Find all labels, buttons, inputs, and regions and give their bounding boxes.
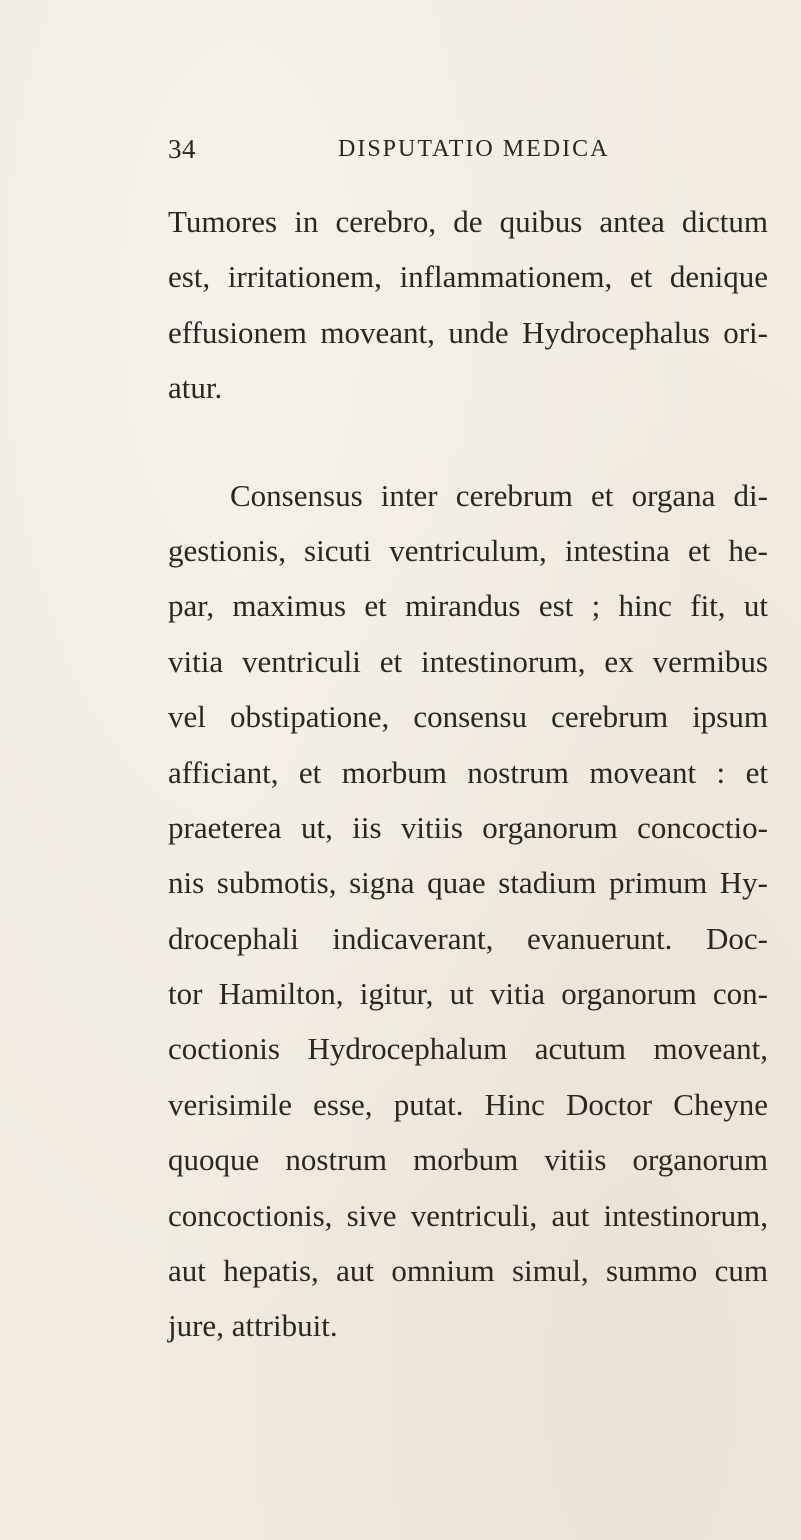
text-line: vel obstipatione, consensu cerebrum ipsum <box>168 699 768 735</box>
text-line: quoque nostrum morbum vitiis organorum <box>168 1142 768 1178</box>
text-line: praeterea ut, iis vitiis organorum concoctio- <box>168 809 768 845</box>
text-line: effusionem moveant, unde Hydrocephalus ori- <box>168 314 768 350</box>
text-line: gestionis, sicuti ventriculum, intestina et he- <box>168 532 768 568</box>
text-line: Tumores in cerebro, de quibus antea dictum <box>168 204 768 239</box>
text-line: concoctionis, sive ventriculi, aut intestinorum, <box>168 1197 768 1233</box>
body-text <box>168 194 768 1354</box>
text-line: aut hepatis, aut omnium simul, summo cum <box>168 1253 768 1289</box>
text-line: vitia ventriculi et intestinorum, ex vermibus <box>168 643 768 679</box>
text-line: atur. <box>168 370 223 406</box>
text-line: drocephali indicaverant, evanuerunt. Doc- <box>168 920 768 956</box>
page-header <box>168 134 648 170</box>
text-line: Consensus inter cerebrum et organa di- <box>230 477 768 513</box>
text-line: nis submotis, signa quae stadium primum Hy- <box>168 865 768 901</box>
text-line: afficiant, et morbum nostrum moveant : et <box>168 754 768 790</box>
paragraph-gap <box>168 416 768 468</box>
text-line: tor Hamilton, igitur, ut vitia organorum con- <box>168 976 768 1012</box>
text-line: est, irritationem, inflammationem, et denique <box>168 259 768 295</box>
text-line: coctionis Hydrocephalum acutum moveant, <box>168 1031 768 1067</box>
text-line: verisimile esse, putat. Hinc Doctor Cheyne <box>168 1086 768 1122</box>
running-title: DISPUTATIO MEDICA <box>338 136 610 162</box>
page-number: 34 <box>168 134 196 164</box>
text-line: par, maximus et mirandus est ; hinc fit, ut <box>168 588 768 624</box>
text-line: jure, attribuit. <box>168 1308 338 1344</box>
